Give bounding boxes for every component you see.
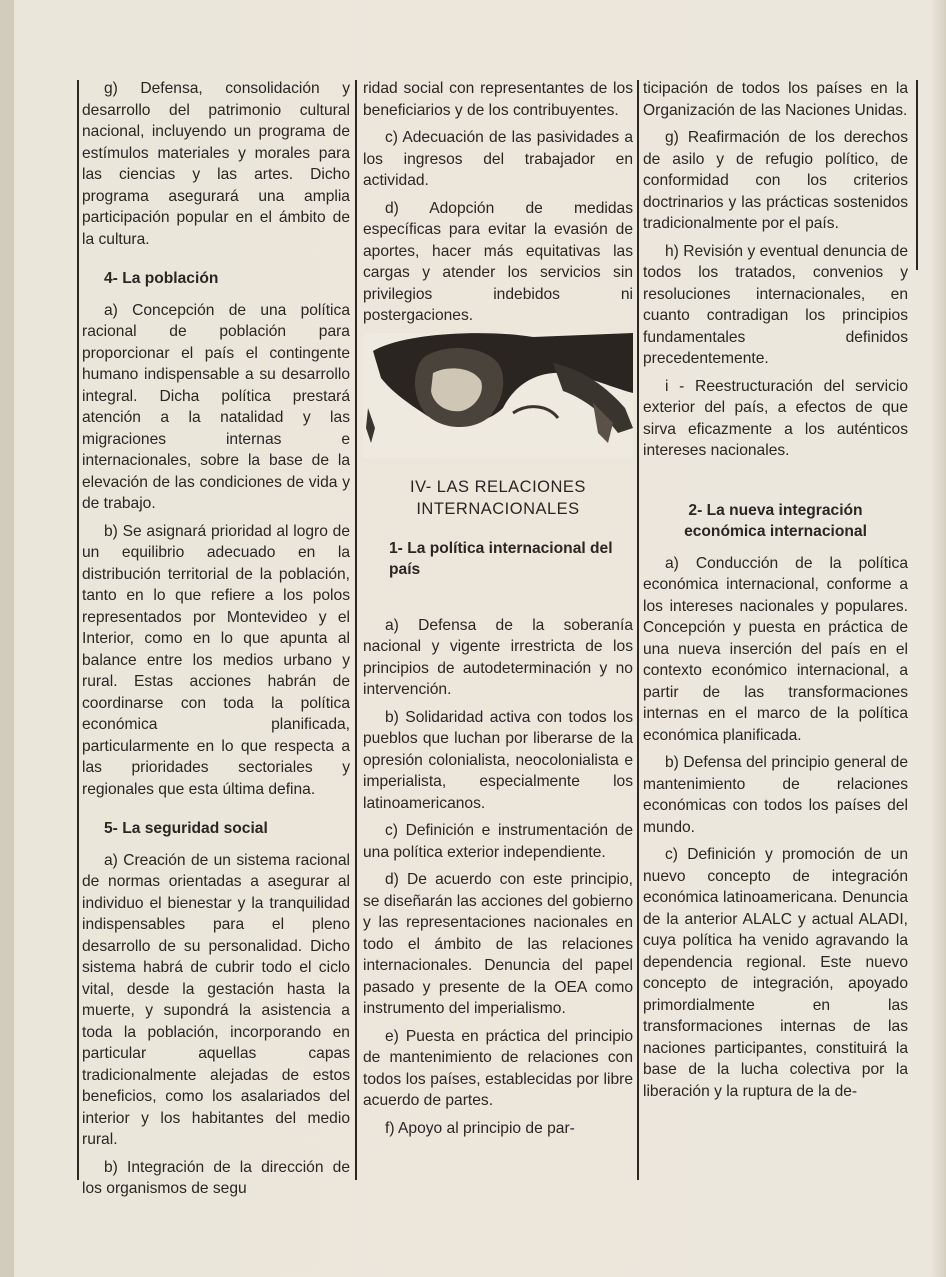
section-heading-international-policy: 1- La política internacional del país — [389, 539, 613, 578]
column-rule-right — [916, 80, 918, 270]
paragraph-sovereignty: a) Defensa de la soberanía nacional y vigente irrestricta de los principios de autodeterminación y no intervención. — [363, 616, 633, 698]
section-heading-social-security: 5- La seguridad social — [104, 820, 268, 837]
paragraph-continuation: ridad social con representantes de los beneficiarios y de los contribuyentes. — [363, 80, 633, 119]
section-heading-economic-integration: 2- La nueva integración económica internacional — [684, 501, 867, 540]
paragraph-latin-integration: c) Definición y promoción de un nuevo concepto de integración económica latinoamericana. Denuncia de la anterior ALALC y actual ALADI, cuya política ha venido agravando la dependencia regional. Este nuevo concepto de integración, apoyado primordialmente en las transformaciones internas de las naciones participantes, constituirá la base de la lucha colectiva por la liberación y la ruptura de la de- — [643, 846, 908, 1100]
column-rule-left — [77, 80, 79, 1180]
column-1 — [82, 78, 350, 1206]
paragraph-government-actions: d) De acuerdo con este principio, se diseñarán las acciones del gobierno y las representaciones nacionales en todo el ámbito de las relaciones internacionales. Denuncia del papel pasado y presente de la OEA como instrumento del imperialismo. — [363, 871, 633, 1017]
chapter-title: IV- LAS RELACIONES INTERNACIONALES — [410, 477, 586, 518]
paragraph-economic-relations: b) Defensa del principio general de mantenimiento de relaciones económicas con todos los países del mundo. — [643, 754, 908, 836]
paragraph-independent-policy: c) Definición e instrumentación de una política exterior independiente. — [363, 822, 633, 861]
column-2 — [363, 78, 633, 1145]
spacer — [643, 468, 908, 482]
paragraph-population-b: b) Se asignará prioridad al logro de un equilibrio adecuado en la distribución territorial de la población, tanto en lo que refiere a los polos representados por Montevideo y el Interior, como en lo que apunta al balance entre los medios urbano y rural. Estas acciones habrán de coordinarse con toda la política económica planificada, particularmente en lo que respecta a las prioridades sectoriales y regionales que esta última defina. — [82, 522, 350, 798]
paragraph-social-security-b: b) Integración de la dirección de los organismos de segu — [82, 1158, 350, 1197]
column-rule-mid-2 — [637, 80, 639, 1180]
page-edge — [0, 0, 14, 1277]
paragraph-economic-policy: a) Conducción de la política económica internacional, conforme a los intereses nacionales y populares. Concepción y puesta en práctica de una nueva inserción del país en el contexto económico internacional, a partir de las transformaciones internas en el marco de la política económica planificada. — [643, 554, 908, 744]
paragraph-solidarity: b) Solidaridad activa con todos los pueblos que luchan por liberarse de la opresión colonialista, neocolonialista e imperialista, especialmente los latinoamericanos. — [363, 708, 633, 812]
paragraph-foreign-service: i - Reestructuración del servicio exterior del país, a efectos de que sirva eficazmente a los auténticos intereses nacionales. — [643, 377, 908, 459]
photo-illustration — [363, 333, 633, 458]
paragraph-asylum: g) Reafirmación de los derechos de asilo y de refugio político, de conformidad con los criterios doctrinarios y las prácticas sostenidos tradicionalmente por el país. — [643, 129, 908, 232]
photo-image — [363, 333, 633, 458]
spacer — [363, 591, 633, 615]
paragraph-relations: e) Puesta en práctica del principio de mantenimiento de relaciones con todos los países, establecidas por libre acuerdo de partes. — [363, 1027, 633, 1109]
paragraph-pasividades: c) Adecuación de las pasividades a los ingresos del trabajador en actividad. — [363, 129, 633, 189]
paragraph-social-security-a: a) Creación de un sistema racional de normas orientadas a asegurar al individuo el bienestar y la tranquilidad indispensables para el pleno desarrollo de su personalidad. Dicho sistema habrá de cubrir todo el ciclo vital, desde la gestación hasta la muerte, y supondrá la asistencia a toda la población, incorporando en particular aquellas capas tradicionalmente alejadas de estos beneficios, como los asalariados del interior y los habitantes del medio rural. — [82, 851, 350, 1148]
section-heading-population: 4- La población — [104, 270, 219, 287]
column-3 — [643, 78, 908, 1108]
paragraph-population-a: a) Concepción de una política racional de población para proporcionar el país el contingente humano indispensable a su desarrollo integral. Dicha política prestará atención a la natalidad y las migraciones internas e internacionales, sobre la base de la elevación de las condiciones de vida y de trabajo. — [82, 301, 350, 512]
paragraph-continuation-un: ticipación de todos los países en la Organización de las Naciones Unidas. — [643, 80, 908, 119]
paragraph-evasion: d) Adopción de medidas específicas para evitar la evasión de aportes, hacer más equitativas las cargas y atender los servicios sin privilegios indebidos ni postergaciones. — [363, 199, 633, 324]
column-rule-mid-1 — [355, 80, 357, 1180]
paragraph-culture: g) Defensa, consolidación y desarrollo del patrimonio cultural nacional, incluyendo un programa de estímulos materiales y morales para las ciencias y las artes. Dicho programa asegurará una amplia participación popular en el ámbito de la cultura. — [82, 80, 350, 248]
paragraph-treaties: h) Revisión y eventual denuncia de todos los tratados, convenios y resoluciones internacionales, en cuanto contradigan los principios fundamentales definidos precedentemente. — [643, 242, 908, 367]
paragraph-participation: f) Apoyo al principio de par- — [385, 1119, 575, 1137]
